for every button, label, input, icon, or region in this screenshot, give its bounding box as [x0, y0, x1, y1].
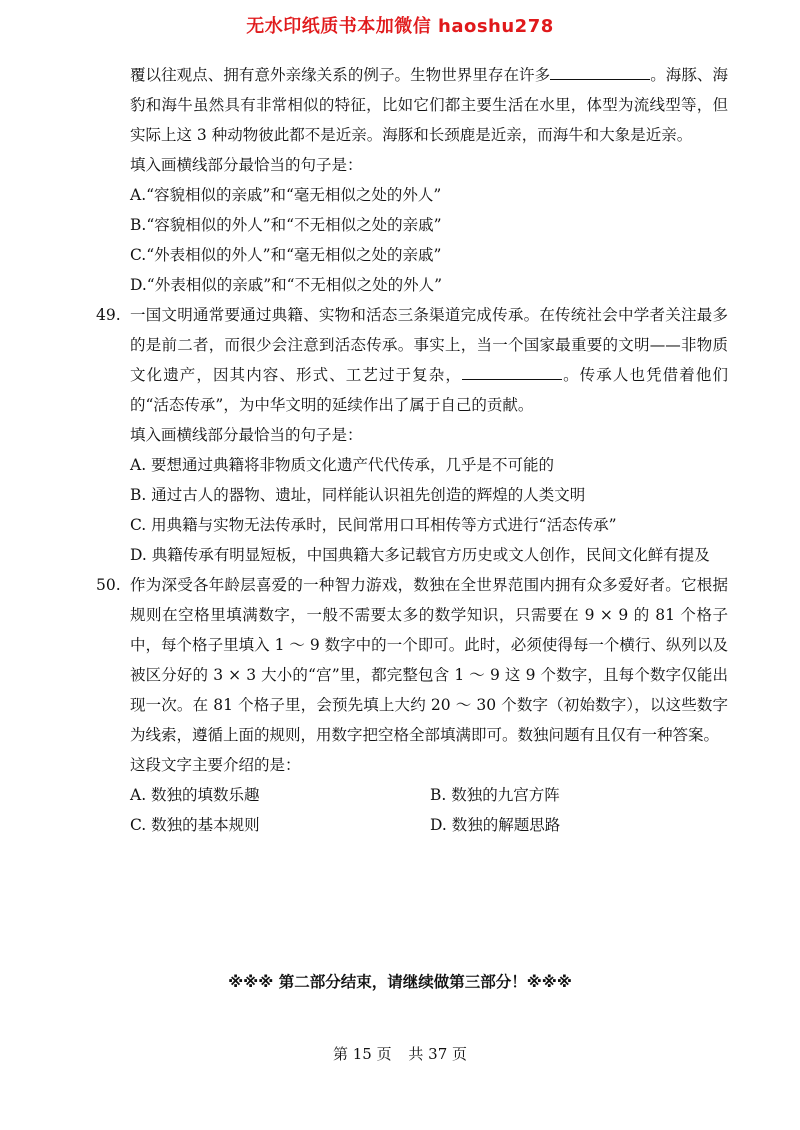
q48-option-b[interactable]: B.“容貌相似的外人”和“不无相似之处的亲戚” — [130, 216, 442, 234]
q48-option-d[interactable]: D.“外表相似的亲戚”和“不无相似之处的外人” — [130, 276, 442, 294]
q49-passage-part-a: 一国文明通常要通过典籍、实物和活态三条渠道完成传承。在传统社会中学者关注最多的是前二者，而很少会注意到活态传承。事实上，当一个国家最重要的文明——非物质文化遗产，因其内容、形式、工艺过于复杂， — [130, 306, 728, 384]
q49-number: 49. — [96, 306, 121, 324]
q49-option-b[interactable]: B. 通过古人的器物、遗址，同样能认识祖先创造的辉煌的人类文明 — [130, 486, 586, 504]
q49-passage — [130, 300, 728, 420]
question-50 — [96, 570, 728, 840]
q50-options — [130, 780, 728, 840]
q50-option-d[interactable]: D. 数独的解题思路 — [430, 816, 561, 834]
q50-number: 50. — [96, 576, 121, 594]
q48-option-c[interactable]: C.“外表相似的外人”和“毫无相似之处的亲戚” — [130, 246, 442, 264]
q48-passage — [130, 60, 728, 150]
q50-option-b[interactable]: B. 数独的九宫方阵 — [430, 786, 560, 804]
q48-prompt: 填入画横线部分最恰当的句子是： — [130, 156, 363, 174]
q49-passage-part-b: 。传承人也凭借着他们的“活态传承”，为中华文明的延续作出了属于自己的贡献。 — [130, 366, 728, 414]
page-number: 第 15 页 — [332, 1045, 392, 1063]
page-footer — [0, 1043, 800, 1064]
question-49 — [96, 300, 728, 570]
q50-passage: 作为深受各年龄层喜爱的一种智力游戏，数独在全世界范围内拥有众多爱好者。它根据规则在空格里填满数字，一般不需要太多的数学知识，只需要在 9 × 9 的 81 个格子中，每个格子里填入 1 ～ 9 数字中的一个即可。此时，必须使得每一个横行、纵列以及被区分好的 3 × 3 大小的“宫”里，都完整包含 1 ～ 9 这 9 个数字，且每个数字仅能出现一次。在 81 个格子里，会预先填上大约 20 ～ 30 个数字（初始数字），以这些数字为线索，遵循上面的规则，用数字把空格全部填满即可。数独问题有且仅有一种答案。 — [130, 576, 728, 744]
q48-blank — [550, 63, 650, 80]
question-48 — [130, 60, 728, 300]
q49-option-c[interactable]: C. 用典籍与实物无法传承时，民间常用口耳相传等方式进行“活态传承” — [130, 516, 617, 534]
q49-blank — [462, 363, 562, 380]
q49-option-a[interactable]: A. 要想通过典籍将非物质文化遗产代代传承，几乎是不可能的 — [130, 456, 555, 474]
q49-prompt: 填入画横线部分最恰当的句子是： — [130, 426, 363, 444]
q48-passage-line-2: 海豚、海豹和海牛虽然具有非常相似的特征，比如它们都主要生活在水里，体型为流线型等，但实际上这 3 种动物彼此都不是近亲。海豚和长颈鹿是近亲，而海牛和大象是近亲。 — [130, 66, 728, 144]
q50-option-c[interactable]: C. 数独的基本规则 — [130, 816, 260, 834]
watermark-text: 无水印纸质书本加微信 haoshu278 — [246, 16, 554, 37]
section-end-notice: ※※※ 第二部分结束，请继续做第三部分！※※※ — [228, 973, 572, 991]
page-content — [96, 60, 728, 840]
q50-option-a[interactable]: A. 数独的填数乐趣 — [130, 786, 260, 804]
q48-passage-end: 。 — [650, 66, 666, 84]
q48-passage-line-1: 覆以往观点、拥有意外亲缘关系的例子。生物世界里存在许多 — [130, 66, 551, 84]
q49-option-d[interactable]: D. 典籍传承有明显短板，中国典籍大多记载官方历史或文人创作，民间文化鲜有提及 — [130, 546, 710, 564]
q50-prompt: 这段文字主要介绍的是： — [130, 756, 301, 774]
q48-option-a[interactable]: A.“容貌相似的亲戚”和“毫无相似之处的外人” — [130, 186, 442, 204]
page-total: 共 37 页 — [408, 1045, 468, 1063]
